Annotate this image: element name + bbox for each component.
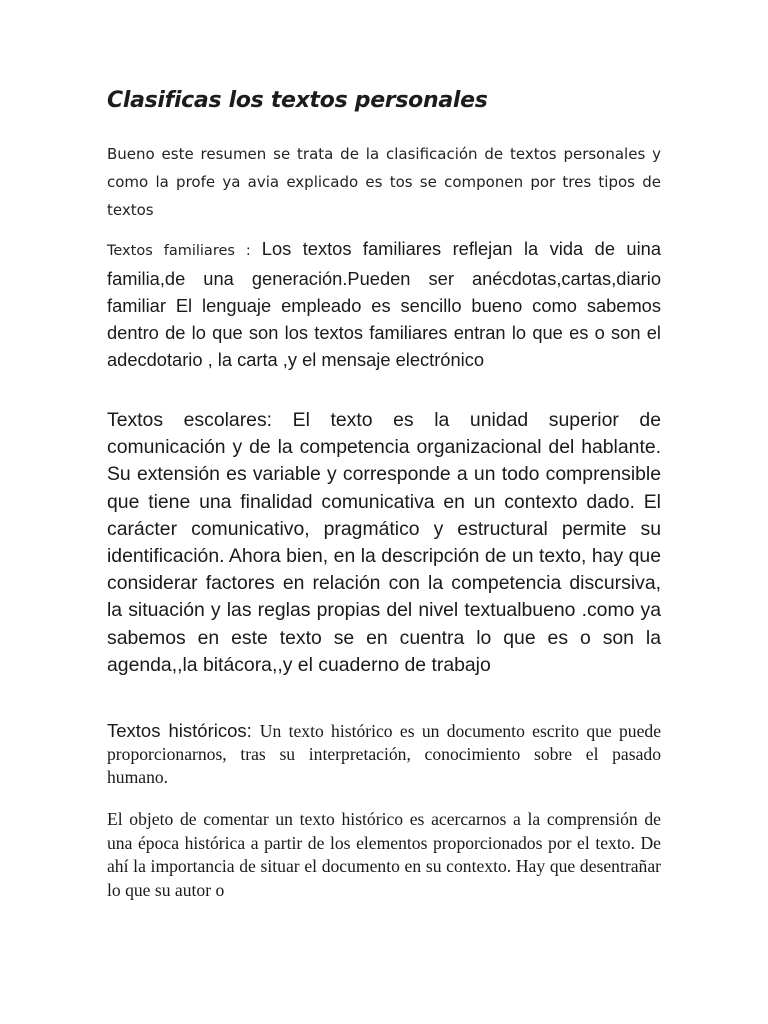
historicos-body: Un texto histórico es un documento escrito que puede proporcionarnos, tras su interpretación, conocimiento sobre el pasado humano. bbox=[107, 721, 662, 787]
document-title: Clasificas los textos personales bbox=[107, 88, 488, 113]
familiares-paragraph bbox=[107, 235, 661, 373]
objeto-paragraph: El objeto de comentar un texto histórico es acercarnos a la comprensión de una época histórica a partir de los elementos proporcionados por el texto. De ahí la importancia de situar el documento en su contexto. Hay que desentrañar lo que su autor o bbox=[107, 809, 661, 900]
escolares-paragraph: Textos escolares: El texto es la unidad superior de comunicación y de la competencia organizacional del hablante. Su extensión es variable y corresponde a un todo comprensible que tiene una finalidad comunicativa en un contexto dado. El carácter comunicativo, pragmático y estructural permite su identificación. Ahora bien, en la descripción de un texto, hay que considerar factores en relación con la competencia discursiva, la situación y las reglas propias del nivel textualbueno .como ya sabemos en este texto se en cuentra lo que es o son la agenda,,la bitácora,,y el cuaderno de trabajo bbox=[107, 409, 661, 676]
historicos-paragraph bbox=[107, 719, 661, 789]
familiares-label: Textos familiares : bbox=[107, 243, 262, 259]
intro-paragraph: Bueno este resumen se trata de la clasificación de textos personales y como la profe ya avia explicado es tos se componen por tres tipos de textos bbox=[107, 145, 661, 219]
historicos-label: Textos históricos: bbox=[107, 720, 260, 741]
familiares-body: Los textos familiares reflejan la vida de uina familia,de una generación.Pueden ser anécdotas,cartas,diario familiar El lenguaje empleado es sencillo bueno como sabemos dentro de lo que son los textos familiares entran lo que es o son el adecdotario , la carta ,y el mensaje electrónico bbox=[107, 238, 661, 370]
